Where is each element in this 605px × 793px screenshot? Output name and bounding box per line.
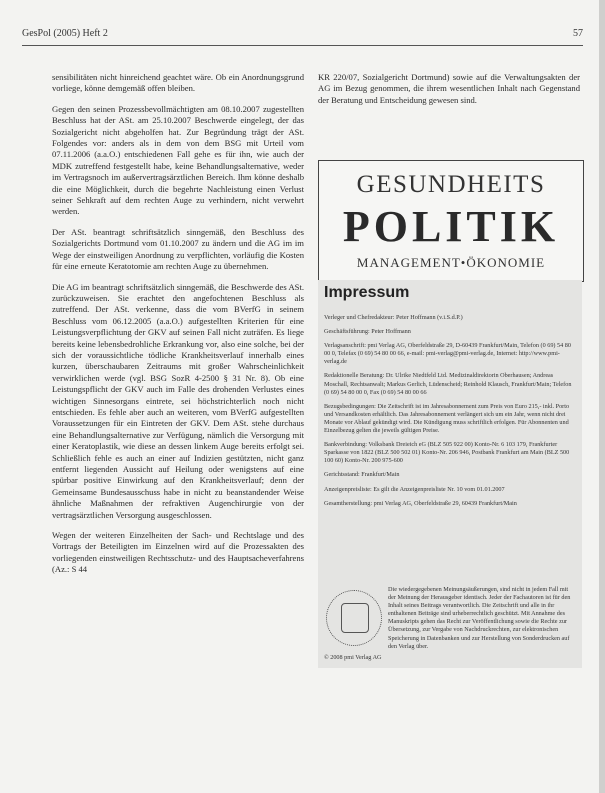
header-rule	[22, 45, 583, 46]
logo-line-2: POLITIK	[342, 202, 560, 251]
copyright: © 2008 pmi Verlag AG	[324, 654, 382, 661]
paragraph: Wegen der weiteren Einzelheiten der Sach- und Rechtslage und des Vortrags der Beteiligten im Einzelnen wird auf die Prozessakten des vorliegenden einstweiligen Rechtsschutz- und des Hauptsacheverfahrens (Az.: S 44	[52, 530, 304, 575]
paragraph: Die AG im beantragt schriftsätzlich sinngemäß, die Beschwerde des ASt. zurückzuweisen. Sie erachtet den angefochtenen Beschluss als zutreffend. Der ASt. verkenne, dass die vom BVerfG in seinem Beschluss vom 06.12.2005 (a.a.O.) aufgestellten Kriterien für eine Leistungsverpflichtung der GKV auf seinen Fall nicht zuträfen. Es liege bereits keine lebensbedrohliche Erkrankung vor, also eine solche, bei der sich der voraussichtliche tödliche Krankheitsverlauf innerhalb eines kurzen, überschaubaren Zeitraums mit großer Wahrscheinlichkeit verwirklichen werde (vgl. BSG SozR 4-2500 § 31 Nr. 8). Ob eine Leistungspflicht der GKV auch im Falle des drohenden Verlustes eines wichtigen Sinnesorgans eintrete, sei höchstrichterlich noch nicht entschieden. Es fehle aber auch an weiteren, vom BVerfG aufgestellten Voraussetzungen für ein Eintreten der GKV. Dem ASt. stehe durchaus eine Behandlungsalternative zur Verfügung, nämlich die Versorgung mit einer Keratoplastik, wie diese an dessen linkem Auge bereits erfolgt sei. Schließlich fehle es auch an einer auf Indizien gestützten, nicht ganz entfernt liegenden Aussicht auf Heilung oder wenigstens auf eine spürbar positive Einwirkung auf den Krankheitsverlauf; denn der Gemeinsame Bundesausschuss habe in nicht zu beanstandender Weise ähnliche Maßnahmen der refraktiven Augenchirurgie von der vertragsärztlichen Versorgung ausgeschlossen.	[52, 281, 304, 520]
paragraph: KR 220/07, Sozialgericht Dortmund) sowie auf die Verwaltungsakten der AG im Bezug genommen, die ihrem wesentlichen Inhalt nach Gegenstand der Beratung und Entscheidung gewesen sind.	[318, 72, 580, 105]
impressum-layout: Gesamtherstellung: pmi Verlag AG, Oberfeldstraße 29, 60439 Frankfurt/Main	[324, 499, 517, 507]
left-column	[52, 72, 304, 585]
notice-text: Die wiedergegebenen Meinungsäußerungen, sind nicht in jedem Fall mit der Meinung der Herausgeber identisch. Jeder der Fachautoren ist für den Inhalt seines Beitrags verantwortlich. Die Zeitschrift und alle in ihr enthaltenen Beiträge sind urheberrechtlich geschützt. Mit Annahme des Manuskripts gehen das Recht zur Veröffentlichung sowie die Rechte zur Übersetzung, zur Vergabe von Nachdruckrechten, zur elektronischen Speicherung in Datenbanken und zur Herstellung von Sonderdrucken auf den Verlag über.	[388, 586, 571, 650]
paragraph: sensibilitäten nicht hinreichend geachtet wäre. Ob ein Anordnungsgrund vorliege, könne demgemäß offen bleiben.	[52, 72, 304, 94]
paragraph: Der ASt. beantragt schriftsätzlich sinngemäß, den Beschluss des Sozialgerichts Dortmund vom 01.10.2007 zu ändern und die AG im im Wege der einstweiligen Anordnung zu verpflichten, vorläufig die Kosten für eine erneute Keratotomie am rechten Auge zu übernehmen.	[52, 226, 304, 272]
logo-line-1: GESUNDHEITS	[356, 171, 546, 198]
page-edge-shadow	[599, 0, 605, 793]
impressum-management: Geschäftsführung: Peter Hoffmann	[324, 328, 411, 336]
impressum-title: Impressum	[324, 284, 410, 301]
journal-logo	[318, 160, 584, 282]
impressum-editorial: Redaktionelle Beratung: Dr. Ulrike Niedtfeld Ltd. Medizinaldirektorin Oberhausen; Andreas Moschall, Rechtsanwalt; Markus Gerlich, Lüdenscheid; Reinhold Klausch, Frankfurt/Main; Telefon (0 69) 54 80 00 0, Fax (0 69) 54 80 00 66	[324, 372, 572, 396]
impressum-bank: Bankverbindung: Volksbank Dreieich eG (BLZ 505 922 00) Konto-Nr. 6 103 179, Frankfurter Sparkasse von 1822 (BLZ 500 502 01) Konto-Nr. 206 946, Postbank Frankfurt am Main (BLZ 500 100 60) Konto-Nr. 200 975-600	[324, 441, 570, 465]
impressum-notice	[324, 586, 576, 664]
impressum-body	[324, 314, 576, 514]
impressum-ads: Anzeigenpreisliste: Es gilt die Anzeigenpreisliste Nr. 10 vom 01.01.2007	[324, 485, 505, 493]
logo-line-3: MANAGEMENT•ÖKONOMIE	[356, 255, 546, 270]
impressum-court: Gerichtsstand: Frankfurt/Main	[324, 471, 400, 479]
running-header	[22, 28, 583, 42]
impressum-editor: Verleger und Chefredakteur: Peter Hoffmann (v.i.S.d.P.)	[324, 314, 463, 321]
impressum-box	[318, 280, 582, 668]
journal-reference: GesPol (2005) Heft 2	[22, 28, 108, 39]
seal-icon	[326, 590, 382, 646]
right-column-text	[318, 72, 580, 115]
impressum-publisher: Verlagsanschrift: pmi Verlag AG, Oberfeldstraße 29, D-60439 Frankfurt/Main, Telefon (0 69) 54 80 00 0, Telefax (0 69) 54 80 00 66, e-mail: pmi-verlag@pmi-verlag.de, Internet: http://www.pmi-verlag.de	[324, 342, 571, 366]
paragraph: Gegen den seinen Prozessbevollmächtigten am 08.10.2007 zugestellten Beschluss hat der ASt. am 25.10.2007 Beschwerde eingelegt, der das Sozialgericht nicht abgeholfen hat. Zur Begründung trägt der ASt. Folgendes vor: anders als in dem von dem BSG mit Urteil vom 07.11.2006 (a.a.O.) entschiedenen Fall gehe es für ihn, wie auch der MDK zutreffend festgestellt habe, keine Behandlungsalternative, weder im Vertragsnoch im außervertragsärztlichen Bereich. Ihm könne deshalb die eine Möglichkeit, durch die begehrte Nachleistung einen Verlust seiner Sehkraft auf dem rechten Auge zu verhindern, nicht verwehrt werden.	[52, 103, 304, 217]
page-number: 57	[573, 28, 583, 39]
impressum-conditions: Bezugsbedingungen: Die Zeitschrift ist im Jahresabonnement zum Preis von Euro 215,- inkl. Porto und Versandkosten erhältlich. Das Jahresabonnement verlängert sich um ein Jahr, wenn nicht drei Monate vor Ablauf gekündigt wird. Die Kündigung muss schriftlich erfolgen. Für Abonnenten und Einzelbezug gelten die jeweils gültigen Preise.	[324, 402, 570, 435]
